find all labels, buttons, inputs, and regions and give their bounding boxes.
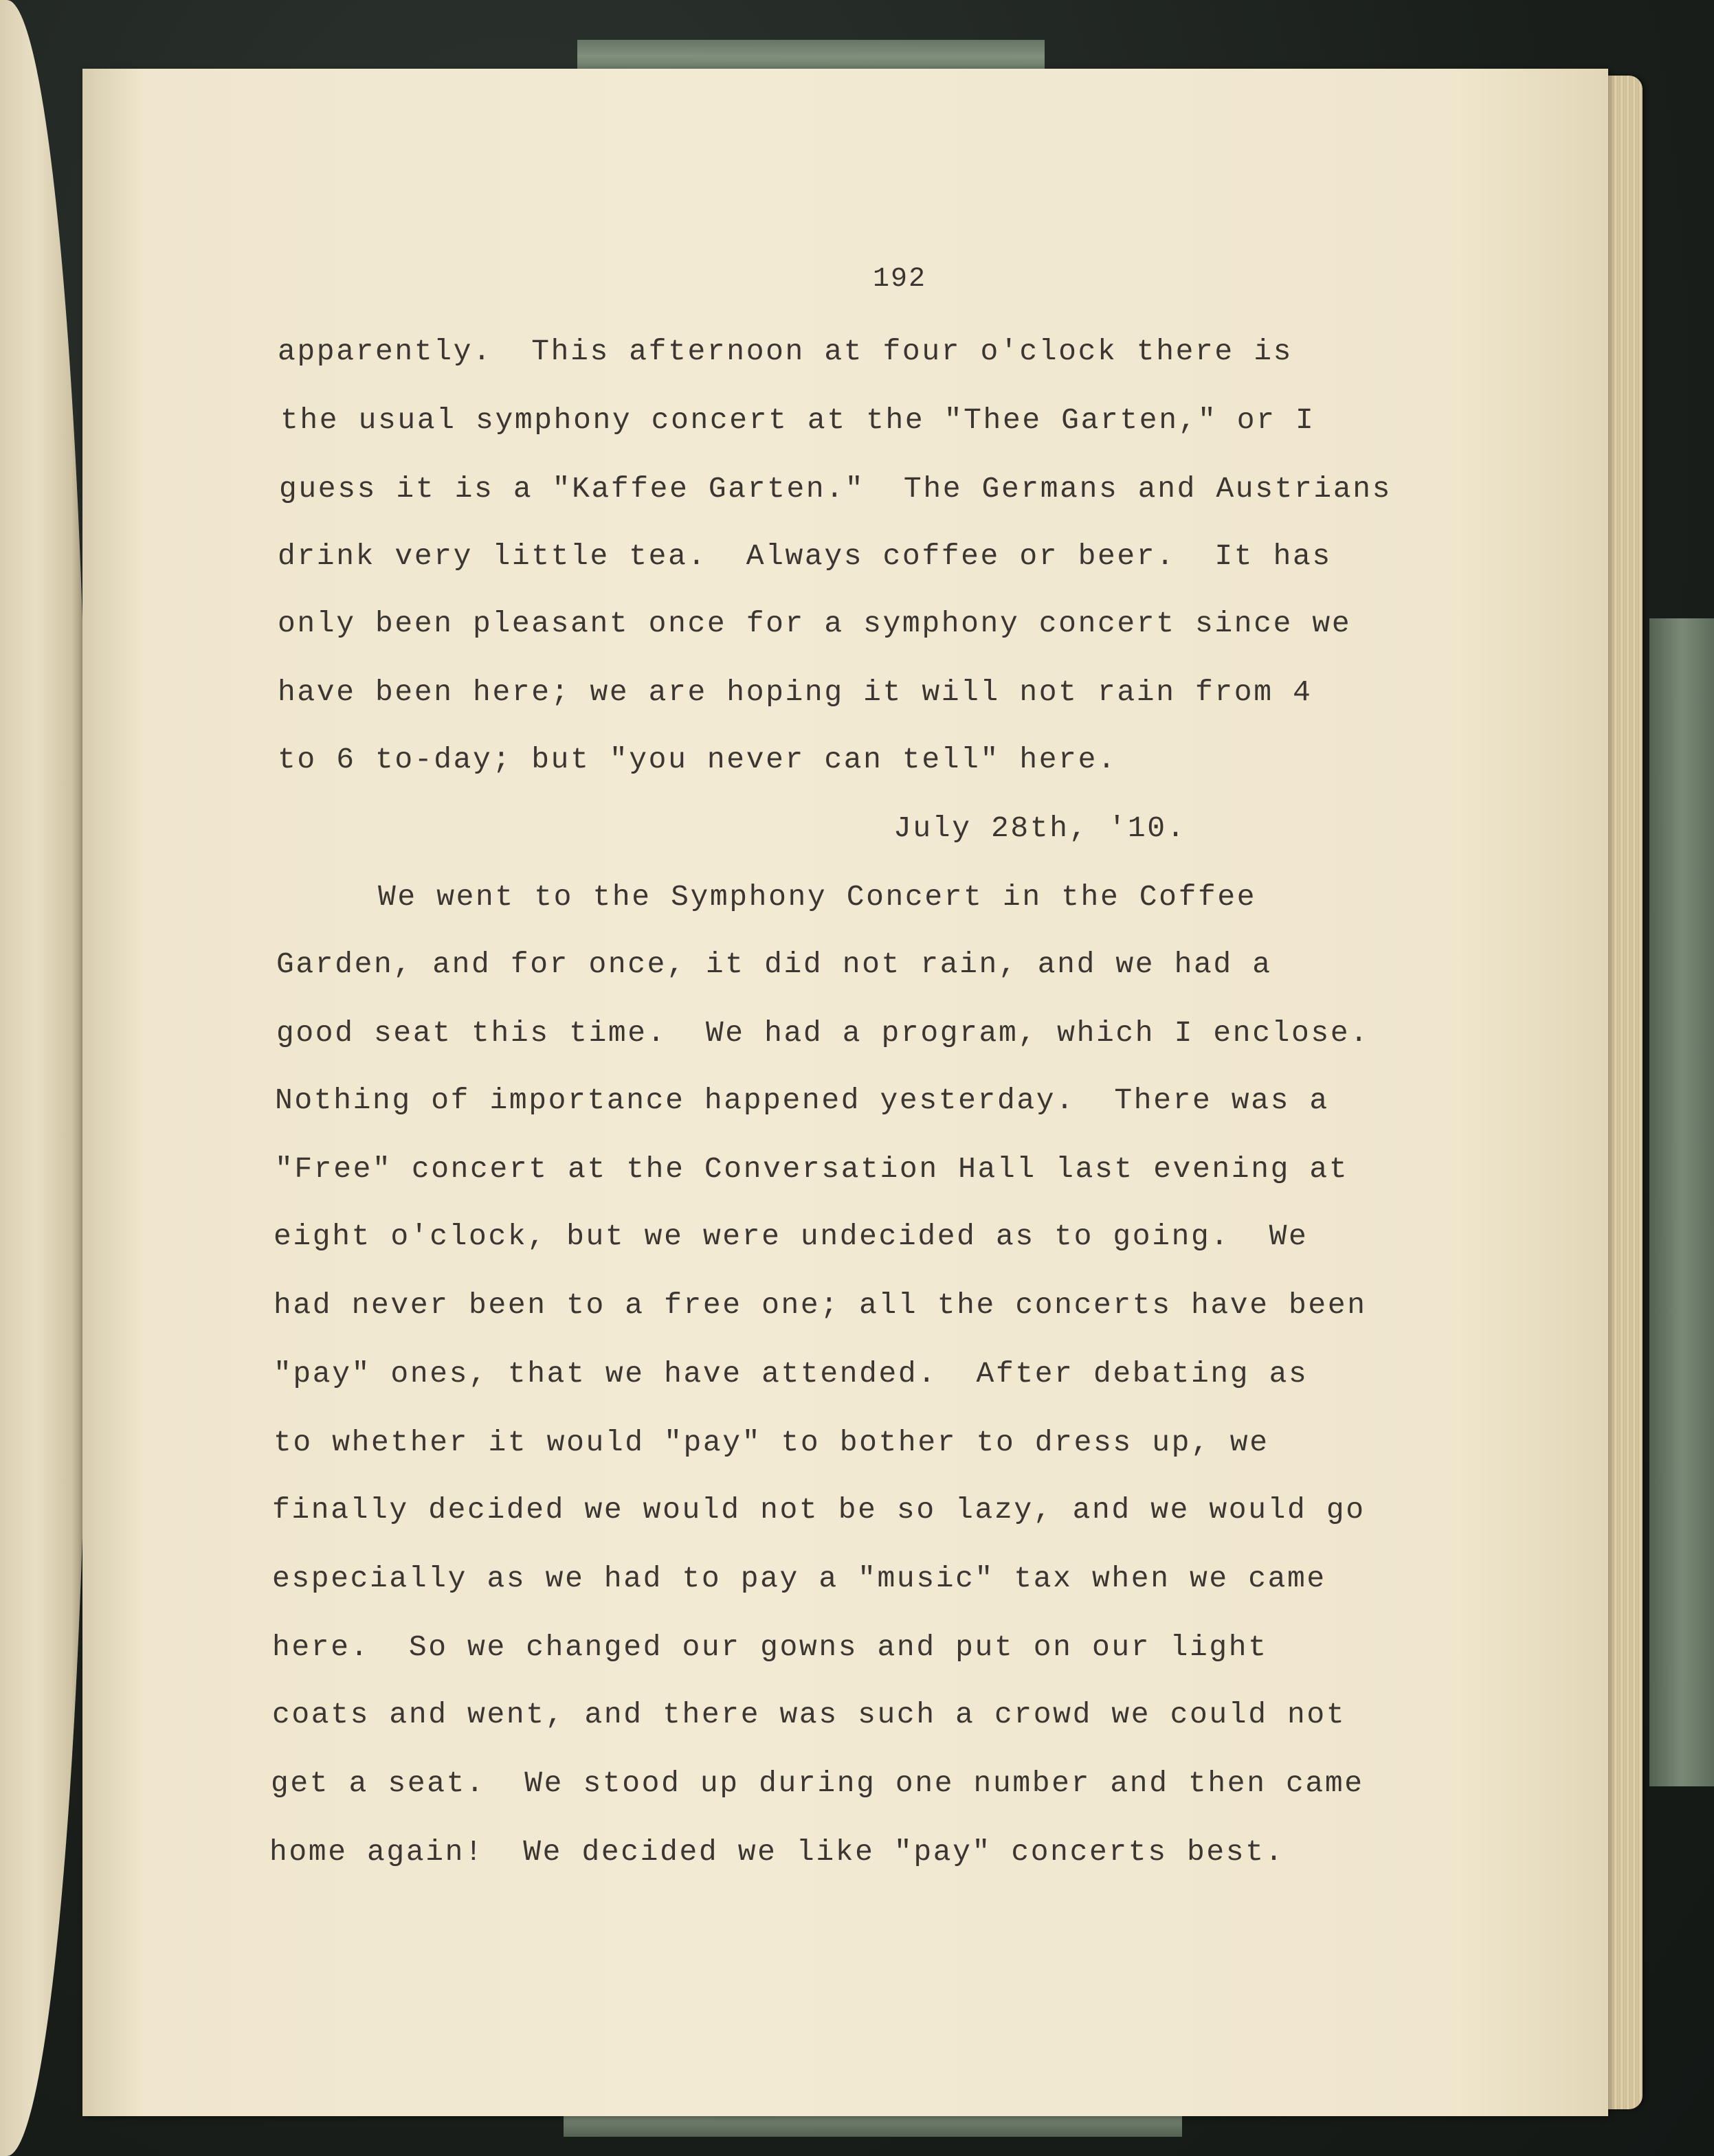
text-line-4: drink very little tea. Always coffee or beer. It has xyxy=(278,539,1332,573)
text-line-10: Garden, and for once, it did not rain, and we had a xyxy=(276,947,1272,981)
text-line-11: good seat this time. We had a program, which I enclose. xyxy=(276,1016,1370,1050)
text-line-21: coats and went, and there was such a crowd we could not xyxy=(272,1698,1346,1731)
dateline: July 28th, '10. xyxy=(893,811,1187,845)
text-line-2: the usual symphony concert at the "Thee Garten," or I xyxy=(280,403,1315,437)
text-line-12: Nothing of importance happened yesterday. There was a xyxy=(275,1083,1329,1117)
cover-cloth-strip-right xyxy=(1649,618,1714,1786)
text-line-16: "pay" ones, that we have attended. After debating as xyxy=(274,1357,1309,1391)
text-line-1: apparently. This afternoon at four o'clock there is xyxy=(278,335,1293,368)
text-line-14: eight o'clock, but we were undecided as to going. We xyxy=(274,1220,1309,1253)
page-number: 192 xyxy=(873,264,927,295)
text-line-19: especially as we had to pay a "music" tax when we came xyxy=(272,1562,1326,1595)
text-line-3: guess it is a "Kaffee Garten." The Germans and Austrians xyxy=(279,472,1392,506)
text-line-6: have been here; we are hoping it will not rain from 4 xyxy=(278,675,1313,709)
text-line-7: to 6 to-day; but "you never can tell" here. xyxy=(278,743,1117,776)
text-line-15: had never been to a free one; all the concerts have been xyxy=(274,1288,1367,1322)
text-line-20: here. So we changed our gowns and put on our light xyxy=(272,1630,1268,1664)
text-line-18: finally decided we would not be so lazy, and we would go xyxy=(272,1493,1366,1527)
text-line-13: "Free" concert at the Conversation Hall last evening at xyxy=(275,1152,1349,1186)
text-line-9: We went to the Symphony Concert in the Coffee xyxy=(378,880,1257,914)
text-line-5: only been pleasant once for a symphony concert since we xyxy=(278,607,1352,640)
text-line-23: home again! We decided we like "pay" concerts best. xyxy=(269,1835,1285,1869)
text-line-17: to whether it would "pay" to bother to dress up, we xyxy=(274,1426,1269,1459)
text-line-22: get a seat. We stood up during one number and then came xyxy=(271,1766,1364,1800)
book-page xyxy=(82,69,1608,2116)
